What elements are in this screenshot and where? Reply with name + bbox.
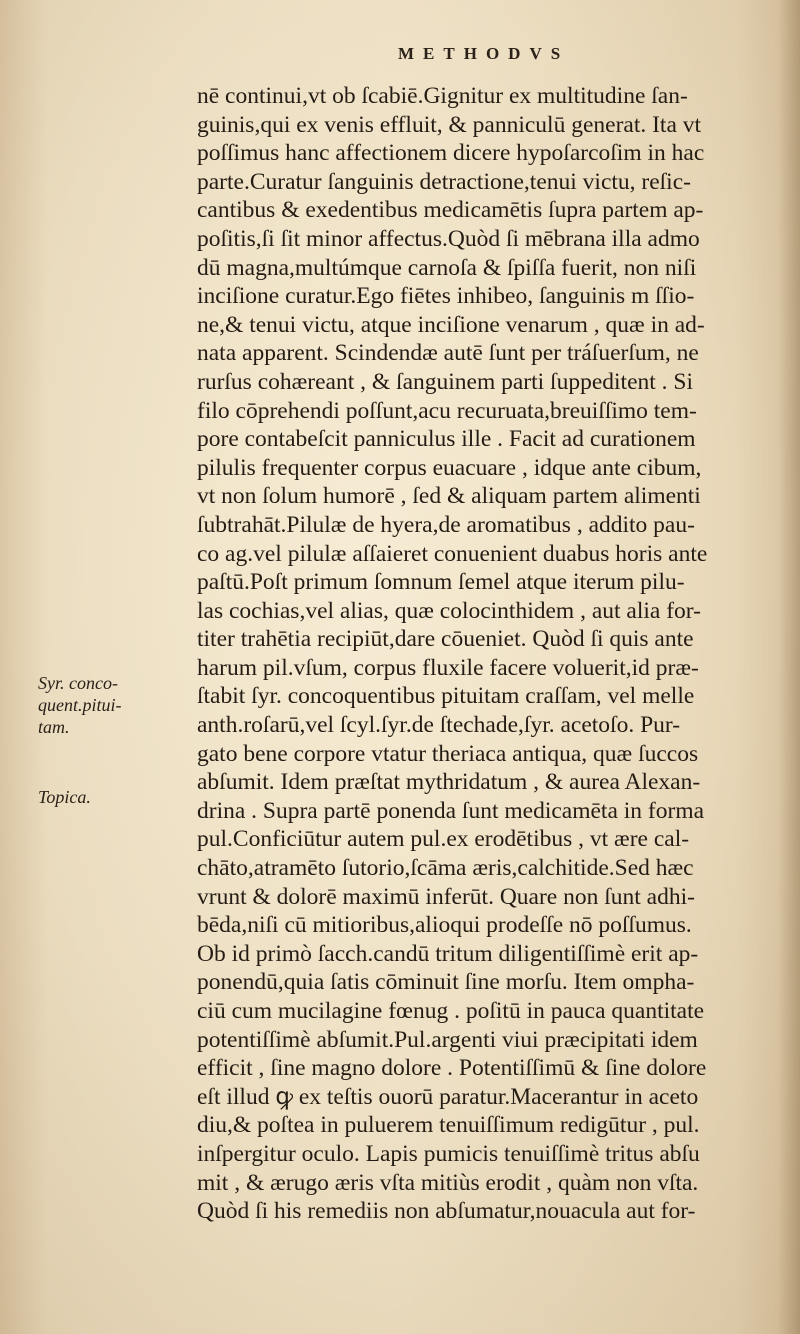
text-line: parte.Curatur ſanguinis detractione,tenui victu, reſic- [197,168,691,195]
marginal-note-line: quent.pitui- [38,695,122,715]
text-line: cantibus & exedentibus medicamētis ſupra partem ap- [197,197,704,224]
text-line: nē continui,vt ob ſcabiē.Gignitur ex multitudine ſan- [197,83,688,109]
marginal-note-syrup [38,672,122,738]
text-line: Ob id primò ſacch.candū tritum diligentiſſimè erit ap- [197,940,699,967]
text-line: inciſione curatur.Ego fiētes inhibeo, ſanguinis m ſſio- [197,283,695,310]
text-line: bēda,niſi cū mitioribus,alioqui prodeſſe nō poſſumus. [197,912,692,939]
text-line: pilulis frequenter corpus euacuare , idque ante cibum, [197,454,702,481]
text-line: vrunt & dolorē maximū inferūt. Quare non ſunt adhi- [197,883,695,910]
text-line: ponendū,quia ſatis cōminuit ſine morſu. Item ompha- [197,969,695,996]
text-line: ſubtrahāt.Pilulæ de hyera,de aromatibus , addito pau- [197,511,695,538]
text-line: gato bene corpore vtatur theriaca antiqua, quæ ſuccos [197,740,699,767]
text-line: pul.Conficiūtur autem pul.ex erodētibus , vt ære cal- [197,826,690,853]
text-line: rurſus cohæreant , & ſanguinem parti ſuppeditent . Si [197,368,694,395]
text-line: Quòd ſi his remediis non abſumatur,nouacula aut for- [197,1198,696,1225]
text-line: diu,& poſtea in puluerem tenuiſſimum redigūtur , pul. [197,1112,700,1139]
text-line: mit , & ærugo æris vſta mitiùs erodit , quàm non vſta. [197,1169,699,1196]
text-line: inſpergitur oculo. Lapis pumicis tenuiſſimè tritus abſu [197,1140,700,1167]
text-line: anth.roſarū,vel ſcyl.ſyr.de ſtechade,ſyr. acetoſo. Pur- [197,712,681,739]
text-line: guinis,qui ex venis effluit, & panniculū generat. Ita vt [197,111,702,138]
text-line: potentiſſimè abſumit.Pul.argenti viui præcipitati idem [197,1026,698,1053]
text-line: efficit , ſine magno dolore . Potentiſſimū & ſine dolore [197,1055,707,1082]
text-line: filo cōprehendi poſſunt,acu recuruata,breuiſſimo tem- [197,397,697,424]
running-head: METHODVS [398,44,570,63]
text-line: paſtū.Poſt primum ſomnum ſemel atque iterum pilu- [197,569,685,596]
marginal-note-line: tam. [38,717,70,737]
text-line: las cochias,vel alias, quæ colocinthidem , aut alia for- [197,597,701,624]
text-line: abſumit. Idem præſtat mythridatum , & aurea Alexan- [197,769,701,796]
text-line: titer trahētia recipiūt,dare cōueniet. Quòd ſi quis ante [197,626,694,653]
text-line: ſtabit ſyr. concoquentibus pituitam craſſam, vel melle [197,683,695,710]
text-line: eſt illud ꝙ ex teſtis ouorū paratur.Macerantur in aceto [197,1083,699,1110]
text-line: drina . Supra partē ponenda ſunt medicamēta in forma [197,797,705,824]
text-line: co ag.vel pilulæ aſſaieret conuenient duabus horis ante [197,540,708,567]
text-line: dū magna,multúmque carnoſa & ſpiſſa fuerit, non niſi [197,254,697,281]
text-line: ne,& tenui victu, atque inciſione venarum , quæ in ad- [197,311,705,338]
body-text-block [197,82,787,1226]
marginal-note-line: Syr. conco- [38,673,118,693]
text-line: ciū cum mucilagine fœnug . poſitū in pauca quantitate [197,998,705,1024]
marginal-note-topica [38,786,91,808]
text-line: poſſimus hanc affectionem dicere hypoſarcoſim in hac [197,140,705,167]
text-line: pore contabeſcit panniculus ille . Facit ad curationem [197,426,696,453]
text-line: harum pil.vſum, corpus fluxile facere voluerit,id præ- [197,654,699,681]
text-line: nata apparent. Scindendæ autē ſunt per tráſuerſum, ne [197,340,699,367]
text-line: chāto,atramēto ſutorio,ſcāma æris,calchitide.Sed hæc [197,855,694,882]
text-line: poſitis,ſi ſit minor affectus.Quòd ſi mēbrana illa admo [197,225,700,252]
text-line: vt non ſolum humorē , ſed & aliquam partem alimenti [197,483,701,510]
marginal-note-line: Topica. [38,787,91,807]
